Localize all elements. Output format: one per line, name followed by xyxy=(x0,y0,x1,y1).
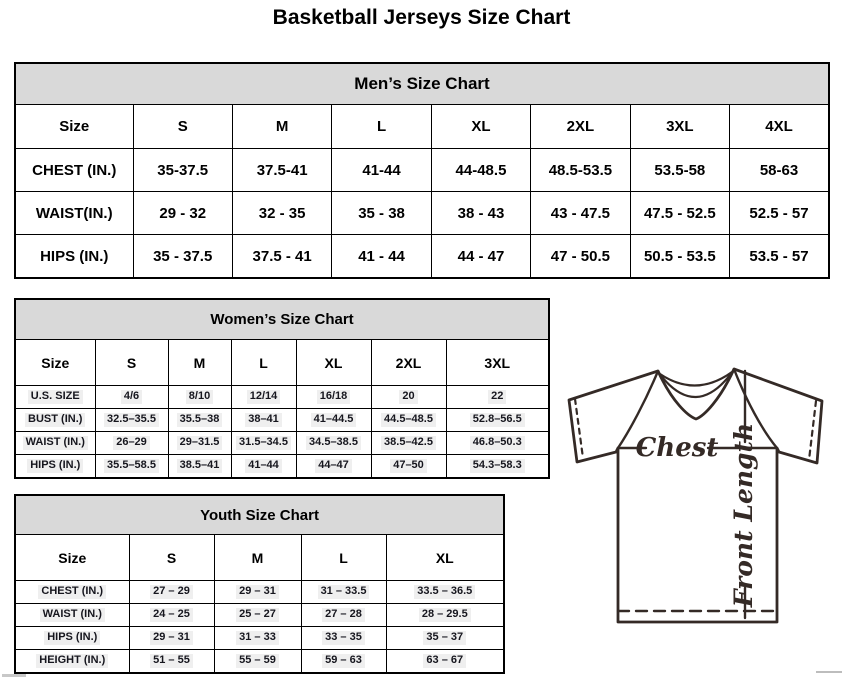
cell: 31.5–34.5 xyxy=(231,432,296,455)
jersey-outline xyxy=(569,369,822,622)
cell: 47–50 xyxy=(371,455,446,479)
cell: 16/18 xyxy=(296,386,371,409)
cell: 37.5 - 41 xyxy=(232,235,331,279)
cell: 35.5–58.5 xyxy=(95,455,168,479)
cell: 53.5 - 57 xyxy=(730,235,829,279)
cell: 58-63 xyxy=(730,149,829,192)
scrollbar-fragment-right xyxy=(816,671,842,673)
cell: 41-44 xyxy=(332,149,431,192)
row-label: HIPS (IN.) xyxy=(15,235,133,279)
youth-col-header: XL xyxy=(386,535,504,581)
cell: 48.5-53.5 xyxy=(531,149,630,192)
cell: 38.5–41 xyxy=(168,455,231,479)
row-label: U.S. SIZE xyxy=(15,386,95,409)
table-row xyxy=(15,455,549,479)
cell: 27 – 29 xyxy=(129,581,214,604)
cell: 63 – 67 xyxy=(386,650,504,674)
womens-table-title: Women’s Size Chart xyxy=(15,299,549,340)
row-label: HIPS (IN.) xyxy=(15,627,129,650)
cell: 29 – 31 xyxy=(214,581,301,604)
page-title: Basketball Jerseys Size Chart xyxy=(272,6,571,29)
cell: 22 xyxy=(446,386,549,409)
mens-col-header: 4XL xyxy=(730,105,829,149)
cell: 44.5–48.5 xyxy=(371,409,446,432)
youth-col-header: L xyxy=(301,535,386,581)
mens-table-title: Men’s Size Chart xyxy=(15,63,829,105)
cell: 4/6 xyxy=(95,386,168,409)
cell: 47.5 - 52.5 xyxy=(630,192,729,235)
cell: 24 – 25 xyxy=(129,604,214,627)
mens-col-header: M xyxy=(232,105,331,149)
womens-col-header: 2XL xyxy=(371,340,446,386)
youth-size-table xyxy=(14,494,505,674)
mens-col-header: S xyxy=(133,105,232,149)
row-label: HIPS (IN.) xyxy=(15,455,95,479)
womens-size-table xyxy=(14,298,550,479)
cell: 54.3–58.3 xyxy=(446,455,549,479)
cell: 8/10 xyxy=(168,386,231,409)
cell: 50.5 - 53.5 xyxy=(630,235,729,279)
front-length-label: Front Length xyxy=(729,422,758,608)
cell: 47 - 50.5 xyxy=(531,235,630,279)
womens-col-header: 3XL xyxy=(446,340,549,386)
cell: 27 – 28 xyxy=(301,604,386,627)
cell: 31 – 33.5 xyxy=(301,581,386,604)
youth-col-header: S xyxy=(129,535,214,581)
table-row xyxy=(15,604,504,627)
cell: 20 xyxy=(371,386,446,409)
cell: 29–31.5 xyxy=(168,432,231,455)
womens-col-header: Size xyxy=(15,340,95,386)
row-label: WAIST (IN.) xyxy=(15,432,95,455)
cell: 33.5 – 36.5 xyxy=(386,581,504,604)
cell: 46.8–50.3 xyxy=(446,432,549,455)
cell: 25 – 27 xyxy=(214,604,301,627)
cell: 38 - 43 xyxy=(431,192,530,235)
cell: 28 – 29.5 xyxy=(386,604,504,627)
jersey-measurement-diagram xyxy=(556,360,843,632)
cell: 35 – 37 xyxy=(386,627,504,650)
mens-col-header: 2XL xyxy=(531,105,630,149)
youth-col-header: Size xyxy=(15,535,129,581)
row-label: BUST (IN.) xyxy=(15,409,95,432)
cell: 41–44.5 xyxy=(296,409,371,432)
row-label: HEIGHT (IN.) xyxy=(15,650,129,674)
table-row xyxy=(15,386,549,409)
row-label: CHEST (IN.) xyxy=(15,149,133,192)
table-row xyxy=(15,192,829,235)
table-row xyxy=(15,149,829,192)
cell: 35-37.5 xyxy=(133,149,232,192)
womens-col-header: M xyxy=(168,340,231,386)
cell: 35 - 37.5 xyxy=(133,235,232,279)
cell: 38–41 xyxy=(231,409,296,432)
table-row xyxy=(15,409,549,432)
cell: 55 – 59 xyxy=(214,650,301,674)
cell: 53.5-58 xyxy=(630,149,729,192)
cell: 33 – 35 xyxy=(301,627,386,650)
cell: 12/14 xyxy=(231,386,296,409)
mens-col-header: Size xyxy=(15,105,133,149)
cell: 37.5-41 xyxy=(232,149,331,192)
cell: 35 - 38 xyxy=(332,192,431,235)
cell: 35.5–38 xyxy=(168,409,231,432)
table-row xyxy=(15,235,829,279)
row-label: WAIST (IN.) xyxy=(15,604,129,627)
cell: 32.5–35.5 xyxy=(95,409,168,432)
womens-col-header: XL xyxy=(296,340,371,386)
cell: 43 - 47.5 xyxy=(531,192,630,235)
mens-col-header: 3XL xyxy=(630,105,729,149)
womens-col-header: L xyxy=(231,340,296,386)
cell: 29 - 32 xyxy=(133,192,232,235)
cell: 38.5–42.5 xyxy=(371,432,446,455)
cell: 44–47 xyxy=(296,455,371,479)
table-row xyxy=(15,581,504,604)
cell: 31 – 33 xyxy=(214,627,301,650)
row-label: CHEST (IN.) xyxy=(15,581,129,604)
mens-col-header: XL xyxy=(431,105,530,149)
youth-table-title: Youth Size Chart xyxy=(15,495,504,535)
chest-label: Chest xyxy=(635,433,719,463)
cell: 34.5–38.5 xyxy=(296,432,371,455)
youth-col-header: M xyxy=(214,535,301,581)
cell: 41–44 xyxy=(231,455,296,479)
mens-col-header: L xyxy=(332,105,431,149)
cell: 52.5 - 57 xyxy=(730,192,829,235)
womens-col-header: S xyxy=(95,340,168,386)
table-row xyxy=(15,432,549,455)
cell: 59 – 63 xyxy=(301,650,386,674)
mens-size-table xyxy=(14,62,830,279)
cell: 52.8–56.5 xyxy=(446,409,549,432)
cell: 29 – 31 xyxy=(129,627,214,650)
cell: 41 - 44 xyxy=(332,235,431,279)
cell: 32 - 35 xyxy=(232,192,331,235)
cell: 51 – 55 xyxy=(129,650,214,674)
cell: 26–29 xyxy=(95,432,168,455)
table-row xyxy=(15,627,504,650)
table-row xyxy=(15,650,504,674)
cell: 44-48.5 xyxy=(431,149,530,192)
scrollbar-fragment-left xyxy=(2,674,26,677)
cell: 44 - 47 xyxy=(431,235,530,279)
row-label: WAIST(IN.) xyxy=(15,192,133,235)
